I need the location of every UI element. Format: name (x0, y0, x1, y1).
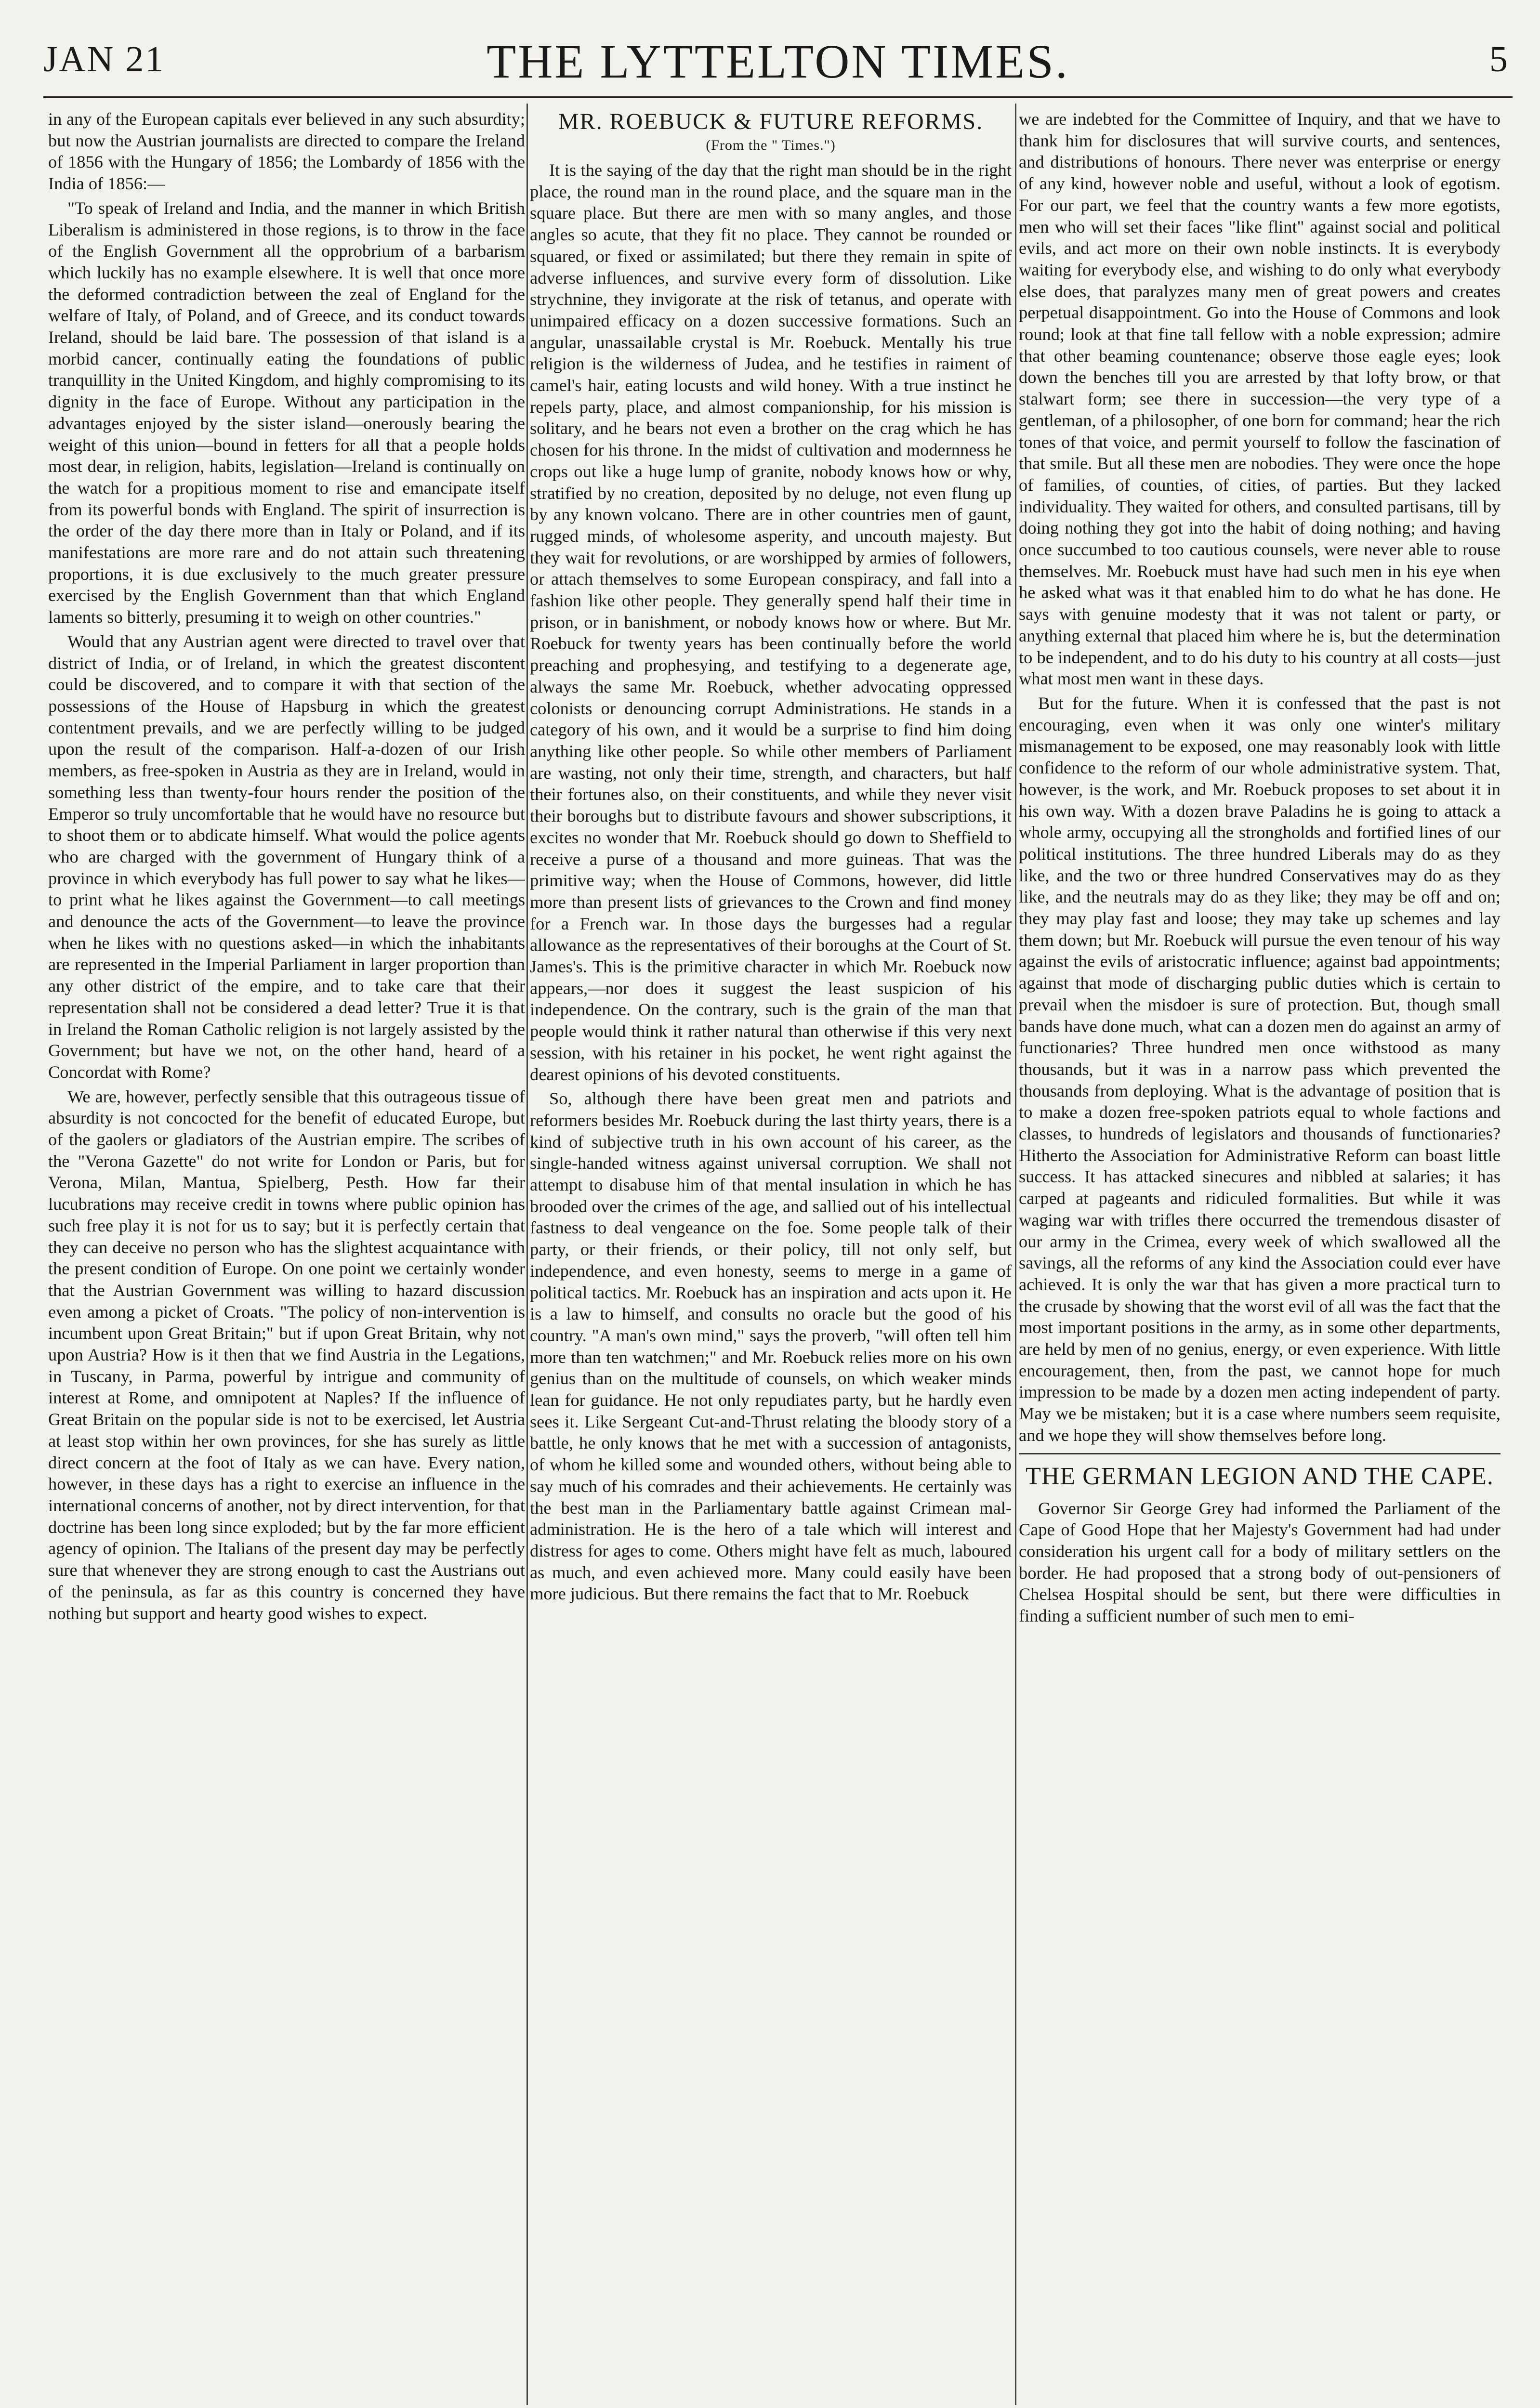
page-number: 5 (1489, 39, 1508, 79)
paragraph: It is the saying of the day that the right man should be in the right place, the round man in the round place, and the square man in the square place. But there are men with so many angles, and those angles so acute, that they fit no place. They cannot be rounded or squared, or fixed or assimilated; but there they remain in spite of adverse influences, and survive every form of dissolution. Like strychnine, they invigorate at the risk of tetanus, and operate with unimpaired efficacy on a dozen successive formations. Such an angular, unassailable crystal is Mr. Roebuck. Mentally his true religion is the wilderness of Judea, and he testifies in raiment of camel's hair, eating locusts and wild honey. With a true instinct he repels party, place, and almost companionship, for his mission is solitary, and he bears not even a brother on the crag which he has chosen for his throne. In the midst of cultivation and modernness he crops out like a huge lump of granite, nobody knows how or why, stratified by no creation, deposited by no deluge, not even flung up by any known volcano. There are in other countries men of gaunt, rugged minds, of wholesome asperity, and uncouth majesty. But they wait for revolutions, or are worshipped by armies of followers, or attach themselves to some European conspiracy, and fall into a fashion like other people. They generally spend half their time in prison, or in banishment, or nobody knows how or where. But Mr. Roebuck for twenty years has been continually before the world preaching and prophesying, and testifying to a degenerate age, always the same Mr. Roebuck, whether advocating oppressed colonists or denouncing corrupt Administrations. He stands in a category of his own, and it would be a surprise to find him doing anything like other people. So while other members of Parliament are wasting, not only their time, strength, and characters, but half their fortunes also, on their constituents, and while they never visit their boroughs but to distribute favours and shower subscriptions, it excites no wonder that Mr. Roebuck should go down to Sheffield to receive a purse of a thousand and more guineas. That was the primitive way; when the House of Commons, however, did little more than present lists of grievances to the Crown and find money for a French war. In those days the burgesses had a regular allowance as the representatives of their boroughs at the Court of St. James's. This is the primitive character in which Mr. Roebuck now appears,—nor does it suggest the least suspicion of his independence. On the contrary, such is the grain of the man that people would think it rather natural than otherwise if this very next session, with his retainer in his pocket, he went right against the dearest opinions of his devoted constituents. (530, 160, 1012, 1084)
column-1 (48, 108, 525, 2400)
paragraph: So, although there have been great men and patriots and reformers besides Mr. Roebuck during the last thirty years, there is a kind of subjective truth in his own account of his career, as the single-handed witness against universal corruption. We shall not attempt to disabuse him of that mental insulation in which he has brooded over the crimes of the age, and sallied out of his intellectual fastness to deal vengeance on the foe. Some people talk of their party, or their friends, or their policy, till not only self, but independence, and even honesty, seems to merge in a game of political tactics. Mr. Roebuck has an inspiration and acts upon it. He is a law to himself, and consults no oracle but the good of his country. "A man's own mind," says the proverb, "will often tell him more than ten watchmen;" and Mr. Roebuck relies more on his own genius than on the multitude of counsels, on which weaker minds lean for guidance. He not only repudiates party, but he hardly even sees it. Like Sergeant Cut-and-Thrust relating the bloody story of a battle, he only knows that he met with a succession of antagonists, of whom he killed some and wounded others, without being able to say much of his comrades and their achievements. He certainly was the best man in the Parliamentary battle against Crimean mal-administration. He is the hero of a tale which will interest and distress for ages to come. Others might have felt as much, laboured as much, and even achieved more. Many could easily have been more judicious. But there remains the fact that to Mr. Roebuck (530, 1089, 1012, 1604)
article-source: (From the " Times.") (706, 137, 836, 153)
paragraph: in any of the European capitals ever believed in any such absurdity; but now the Austrian journalists are directed to compare the Ireland of 1856 with the Hungary of 1856; the Lombardy of 1856 with the India of 1856:— (48, 109, 525, 194)
page-header (43, 34, 1513, 96)
column-3 (1019, 108, 1501, 2400)
column-2 (530, 108, 1012, 2400)
paragraph: Governor Sir George Grey had informed the Parliament of the Cape of Good Hope that her Majesty's Government had had under consideration his urgent call for a body of military settlers on the border. He had proposed that a strong body of out-pensioners of Chelsea Hospital should be sent, but there were difficulties in finding a sufficient number of such men to emi- (1019, 1498, 1501, 1626)
newspaper-title: THE LYTTELTON TIMES. (487, 35, 1069, 88)
paragraph: But for the future. When it is confessed that the past is not encouraging, even when it was only one winter's military mismanagement to be exposed, one may reasonably look with little confidence to the reform of our whole administrative system. That, however, is the work, and Mr. Roebuck proposes to set about it in his own way. With a dozen brave Paladins he is going to attack a whole army, occupying all the strongholds and fortified lines of our political institutions. The three hundred Liberals may do as they like, and the two or three hundred Conservatives may do as they like, and the neutrals may do as they like; they may be off and on; they may play fast and loose; they may take up schemes and lay them down; but Mr. Roebuck will pursue the even tenour of his way against the evils of aristocratic influence; against bad appointments; against that mode of discharging public duties which is certain to prevail when the misdoer is sure of protection. But, though small bands have done much, what can a dozen men do against an army of functionaries? Three hundred men once withstood as many thousands, but it was in a narrow pass which prevented the thousands from deploying. What is the advantage of position that is to make a dozen free-spoken patriots equal to whole factions and classes, to hundreds of legislators and thousands of functionaries? Hitherto the Association for Administrative Reform can boast little success. It has attacked sinecures and nibbled at salaries; it has carped at pageants and ridiculed formalities. But while it was waging war with trifles there occurred the tremendous disaster of our army in the Crimea, every week of which swallowed all the savings, all the reforms of any kind the Association could ever have achieved. It is only the war that has given a more practical turn to the crusade by showing that the worst evil of all was the fact that the most important positions in the army, as in some other departments, are held by men of no genius, energy, or even experience. With little encouragement, then, from the past, we cannot hope for much impression to be made by a dozen men acting independent of party. May we be mistaken; but it is a case where numbers seem requisite, and we hope they will show themselves before long. (1019, 693, 1501, 1445)
header-rule (43, 96, 1513, 98)
section-heading: THE GERMAN LEGION AND THE CAPE. (1019, 1453, 1501, 1492)
column-divider (526, 104, 528, 2405)
paragraph: we are indebted for the Committee of Inquiry, and that we have to thank him for disclosures that will survive courts, and sentences, and distributions of honours. There never was enterprise or energy of any kind, however noble and useful, without a look of egotism. For our part, we feel that the country wants a few more egotists, men who will set their faces "like flint" against social and political evils, and act more on their own noble instincts. It is everybody waiting for everybody else, and wishing to do only what everybody else does, that paralyzes many men of great powers and creates perpetual disappointment. Go into the House of Commons and look round; look at that fine tall fellow with a noble expression; admire that other beaming countenance; observe those eagle eyes; look down the benches till you are arrested by that lofty brow, or that stalwart form; see there in succession—the very type of a gentleman, of a philosopher, of one born for command; hear the rich tones of that voice, and permit yourself to follow the fascination of that smile. But all these men are nobodies. They were once the hope of families, of counties, of cities, of parties. But they lacked individuality. They waited for others, and consulted partisans, till by doing nothing they got into the habit of doing nothing; and having once succumbed to too cautious counsels, were never able to rouse themselves. Mr. Roebuck must have had such men in his eye when he asked what was it that enabled him to do what he has done. He says with genuine modesty that it was not talent or party, or anything external that placed him where he is, but the determination to be independent, and to do his duty to his country at all costs—just what most men want in these days. (1019, 109, 1501, 689)
paragraph: We are, however, perfectly sensible that this outrageous tissue of absurdity is not concocted for the benefit of educated Europe, but of the gaolers or gladiators of the Austrian empire. The scribes of the "Verona Gazette" do not write for London or Paris, but for Verona, Milan, Mantua, Spielberg, Pesth. How far their lucubrations may receive credit in towns where public opinion has such free play it is not for us to say; but it is perfectly certain that they can deceive no person who has the slightest acquaintance with the present condition of Europe. On one point we certainly wonder that the Austrian Government was willing to hazard discussion even among a picket of Croats. "The policy of non-intervention is incumbent upon Great Britain;" but if upon Great Britain, why not upon Austria? How is it then that we find Austria in the Legations, in Tuscany, in Parma, powerful by intrigue and community of interest at Rome, and omnipotent at Naples? If the influence of Great Britain on the popular side is not to be exercised, let Austria at least stop within her own provinces, for she has surely as little direct concern at the foot of Italy as we can have. Every nation, however, in these days has a right to exercise an influence in the international concerns of another, not by direct intervention, for that doctrine has been long since exploded; but by the far more efficient agency of opinion. The Italians of the present day may be perfectly sure that whenever they are strong enough to cast the Austrians out of the peninsula, as far as this country is concerned they have nothing but support and hearty good wishes to expect. (48, 1086, 525, 1623)
issue-date: JAN 21 (43, 39, 165, 79)
paragraph: Would that any Austrian agent were directed to travel over that district of India, or of Ireland, in which the greatest discontent could be discovered, and to compare it with that section of the possessions of the House of Hapsburg in which the greatest contentment prevails, and we are perfectly willing to be judged upon the result of the comparison. Half-a-dozen of our Irish members, as free-spoken in Austria as they are in Ireland, would in something less than twenty-four hours render the position of the Emperor so truly uncomfortable that he would have no resource but to shoot them or to abdicate himself. What would the police agents who are charged with the government of Hungary think of a province in which everybody has full power to say what he likes—to print what he likes against the Government—to call meetings and denounce the acts of the Government—to leave the province when he likes with no questions asked—in which the inhabitants are represented in the Imperial Parliament in larger proportion than any other district of the empire, and to take care that their representation shall not be considered a dead letter? True it is that in Ireland the Roman Catholic religion is not largely assisted by the Government; but have we not, on the other hand, heard of a Concordat with Rome? (48, 631, 525, 1082)
column-divider (1015, 104, 1016, 2405)
quoted-paragraph: "To speak of Ireland and India, and the manner in which British Liberalism is administered in those regions, is to throw in the face of the English Government all the opprobrium of a barbarism which luckily has no example elsewhere. It is well that once more the deformed contradiction between the zeal of England for the welfare of Italy, of Poland, and of Greece, and its conduct towards Ireland, should be laid bare. The possession of that island is a morbid cancer, continually eating the foundations of public tranquillity in the United Kingdom, and highly compromising to its dignity in the face of Europe. Without any participation in the advantages enjoyed by the sister island—onerously bearing the weight of this union—bound in fetters for all that a people holds most dear, in religion, habits, legislation—Ireland is continually on the watch for a propitious moment to rise and emancipate itself from its powerful bonds with England. The spirit of insurrection is the order of the day there more than in Italy or Poland, and if its manifestations are more rare and do not attain such threatening proportions, it is due exclusively to the much greater pressure exercised by the English Government than that which England laments so bitterly, presuming it to weigh on other countries." (48, 198, 525, 627)
article-heading: MR. ROEBUCK & FUTURE REFORMS. (558, 109, 984, 134)
